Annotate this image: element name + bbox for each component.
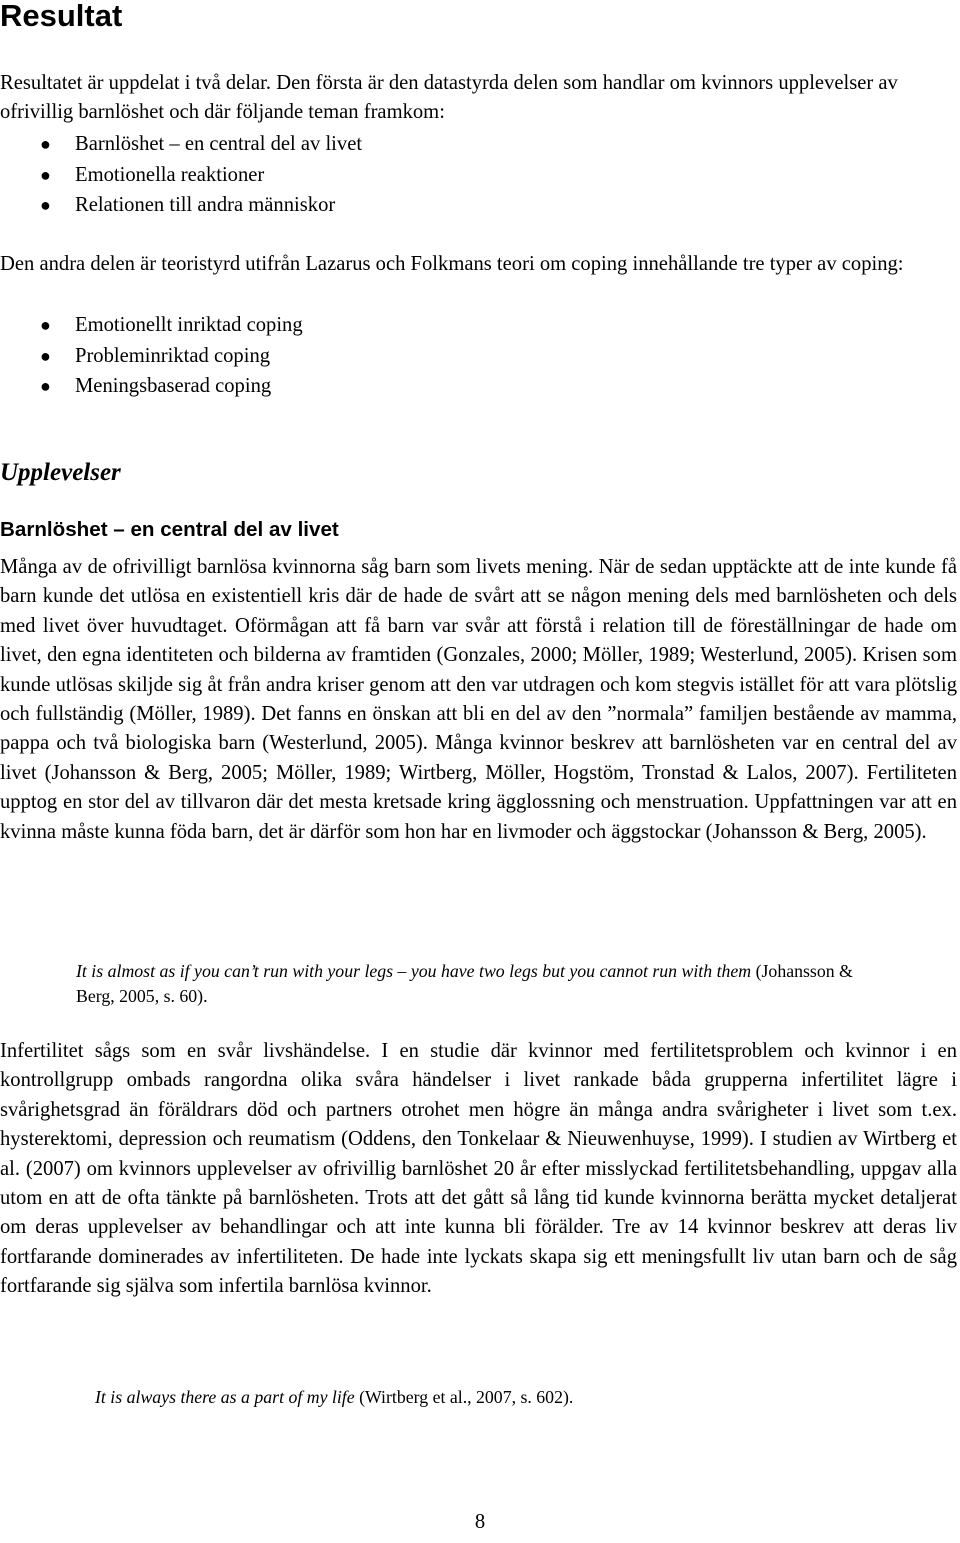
block-quote-2 [95, 1385, 895, 1410]
body-paragraph-2: Infertilitet sågs som en svår livshändelse. I en studie där kvinnor med fertilitetsproblem och kvinnor i en kontrollgrupp ombads rangordna olika svåra händelser i livet rankade båda grupperna infertilitet lägre i svårighetsgrad än föräldrars död och partners otrohet men högre än många andra svårigheter i livet som t.ex. hysterektomi, depression och reumatism (Oddens, den Tonkelaar & Nieuwenhuyse, 1999). I studien av Wirtberg et al. (2007) om kvinnors upplevelser av ofrivillig barnlöshet 20 år efter misslyckad fertilitetsbehandling, uppgav alla utom en att de ofta tänkte på barnlösheten. Trots att det gått så lång tid kunde kvinnorna berätta mycket detaljerat om deras upplevelser av behandlingar och att inte kunna bli förälder. Tre av 14 kvinnor beskrev att deras liv fortfarande dominerades av infertiliteten. De hade inte lyckats skapa sig ett meningsfullt liv utan barn och de såg fortfarande sig själva som infertila barnlösa kvinnor. [0, 1040, 957, 1298]
coping-list [0, 310, 303, 402]
quote-text: It is always there as a part of my life [95, 1387, 355, 1407]
quote-text: It is almost as if you can’t run with your legs – you have two legs but you cannot run with them [76, 961, 752, 981]
list-item: ● Relationen till andra människor [0, 190, 362, 221]
section-title: Upplevelser [0, 459, 121, 486]
quote-citation: (Johansson & Berg, 2005, s. 60). [76, 961, 853, 1006]
quote-citation: (Wirtberg et al., 2007, s. 602). [354, 1387, 574, 1407]
bullet-icon: ● [40, 315, 51, 335]
body-paragraph-1: Många av de ofrivilligt barnlösa kvinnorna såg barn som livets mening. När de sedan upptäckte att de inte kunde få barn kunde det utlösa en existentiell kris där de hade de svårt att se någon mening dels med barnlösheten och dels med livet över huvudtaget. Oförmågan att få barn var svår att förstå i relation till de föreställningar de hade om livet, den egna identiteten och bilderna av framtiden (Gonzales, 2000; Möller, 1989; Westerlund, 2005). Krisen som kunde utlösas skiljde sig åt från andra kriser genom att den var utdragen och kom stegvis istället för att vara plötslig och fullständig (Möller, 1989). Det fanns en önskan att bli en del av den ”normala” familjen bestående av mamma, pappa och två biologiska barn (Westerlund, 2005). Många kvinnor beskrev att barnlösheten var en central del av livet (Johansson & Berg, 2005; Möller, 1989; Wirtberg, Möller, Hogstöm, Tronstad & Lalos, 2007). Fertiliteten upptog en stor del av tillvaron där det mesta kretsade kring ägglossning och menstruation. Uppfattningen var att en kvinna måste kunna föda barn, det är därför som hon har en livmoder och äggstockar (Johansson & Berg, 2005). [0, 556, 957, 843]
list-item: ● Emotionellt inriktad coping [0, 310, 303, 341]
list-item: ● Meningsbaserad coping [0, 371, 303, 402]
bullet-icon: ● [40, 164, 51, 185]
list-item: ● Emotionella reaktioner [0, 160, 362, 191]
list-item: ● Probleminriktad coping [0, 341, 303, 372]
bullet-icon: ● [40, 195, 51, 215]
theory-paragraph: Den andra delen är teoristyrd utifrån Lazarus och Folkmans teori om coping innehållande tre typer av coping: [0, 253, 904, 275]
bullet-icon: ● [40, 134, 51, 154]
page-number: 8 [474, 1511, 486, 1533]
block-quote-1 [76, 959, 896, 1009]
list-item: ● Barnlöshet – en central del av livet [0, 129, 362, 160]
subsection-title: Barnlöshet – en central del av livet [0, 518, 339, 541]
theme-list [0, 129, 362, 221]
bullet-icon: ● [40, 345, 51, 366]
page-title: Resultat [0, 0, 123, 33]
bullet-icon: ● [40, 376, 51, 396]
intro-paragraph: Resultatet är uppdelat i två delar. Den första är den datastyrda delen som handlar om kvinnors upplevelser av ofrivillig barnlöshet och där följande teman framkom: [0, 72, 898, 124]
